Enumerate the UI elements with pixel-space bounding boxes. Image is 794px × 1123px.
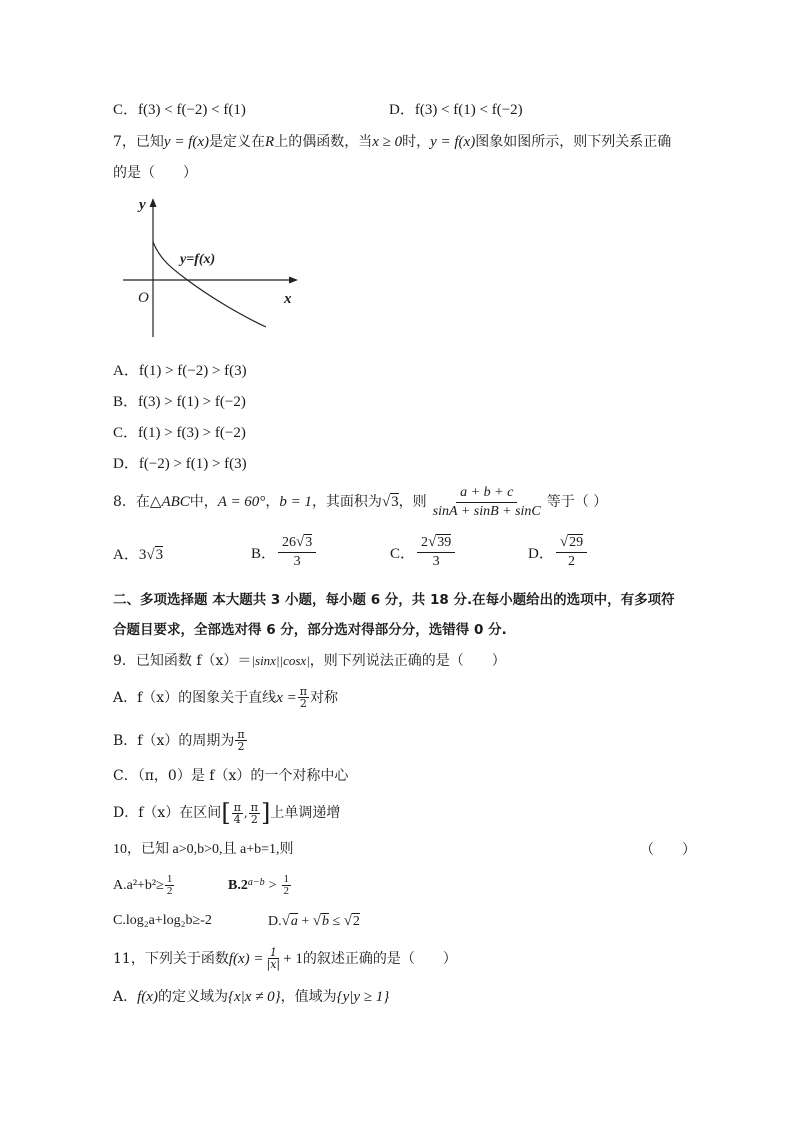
q8-den: 3 <box>293 554 301 569</box>
q9-frac <box>249 802 260 825</box>
q10-sqrt: 2 <box>352 914 360 929</box>
q6-option-d: D．f(3) < f(1) < f(−2) <box>389 102 523 118</box>
q11-math: {x|x ≠ 0} <box>227 989 281 1005</box>
comma: , <box>243 806 248 820</box>
frac-den: 2 <box>166 885 173 897</box>
q10-answer-paren: （ ） <box>640 842 696 858</box>
q9-stem <box>113 652 506 670</box>
q10-text: ≤ <box>332 914 341 929</box>
q10-text: D. <box>268 914 282 929</box>
section-2-heading-line2: 合题目要求，全部选对得 6 分，部分选对得部分分，选错得 0 分. <box>113 622 507 638</box>
q10-sqrt: a <box>290 914 298 929</box>
q9-text: 对称 <box>309 689 338 706</box>
q11-text: ，值域为 <box>280 989 337 1005</box>
q8-text: 等于（ ） <box>546 494 608 510</box>
q9-text: 9．已知函数 f（x）＝ <box>113 653 252 669</box>
q8-sqrt: 29 <box>569 535 584 550</box>
q7-option-b: B．f(3) > f(1) > f(−2) <box>113 394 246 410</box>
q10-frac <box>282 874 292 897</box>
q9-option-b <box>113 729 248 752</box>
q8-option-c <box>390 533 457 571</box>
q9-text: B．f（x）的周期为 <box>113 732 235 749</box>
bracket-close: ] <box>260 799 271 827</box>
q8-frac: $\frac{2√39}{3}$ <box>417 533 455 571</box>
q7-math: R <box>265 134 275 150</box>
q8-text: 中， <box>189 494 218 510</box>
q9-math: x = <box>276 689 297 706</box>
q8-coef: 26 <box>282 535 297 550</box>
q10-exponent: a−b <box>247 877 265 888</box>
q8-coef: 2 <box>421 535 429 550</box>
q11-frac <box>265 947 283 970</box>
q8-option-label: D． <box>528 545 554 562</box>
q7-math: y = f(x) <box>163 134 210 150</box>
q10-text: A.a²+b²≥ <box>113 877 164 893</box>
q11-text: 的定义域为 <box>157 989 228 1005</box>
q8-frac-num: a + b + c <box>456 484 517 503</box>
q8-option-b <box>251 533 318 571</box>
q7-math: x ≥ 0 <box>372 134 403 150</box>
q9-text: D．f（x）在区间 <box>113 805 222 821</box>
bracket-open: [ <box>221 799 231 827</box>
q10-text: > <box>268 877 277 893</box>
q10-option-a <box>113 874 175 897</box>
y-axis-arrow-icon <box>150 198 157 207</box>
frac-den: 4 <box>233 812 241 826</box>
q8-text: ，则 <box>398 494 427 510</box>
q9-frac <box>232 802 243 825</box>
frac-den: 2 <box>237 740 245 753</box>
q7-text: 是定义在 <box>209 134 266 150</box>
q8-option-d <box>528 533 589 571</box>
q7-stem-line1 <box>113 133 671 151</box>
q10-frac <box>165 874 175 897</box>
q7-function-graph <box>118 195 308 340</box>
q8-sqrt: 3 <box>305 535 313 550</box>
q8-text: ，其面积为 <box>311 494 382 510</box>
frac-num: 1 <box>166 873 173 885</box>
section-2-heading-line1: 二、多项选择题 本大题共 3 小题，每小题 6 分，共 18 分.在每小题给出的选项中，有多项符 <box>113 592 675 608</box>
frac-num: π <box>299 685 307 698</box>
q7-text: 时， <box>402 134 431 150</box>
frac-den: 2 <box>283 885 289 897</box>
q8-math: △ABC <box>149 494 190 510</box>
q11-text: A． <box>113 989 138 1005</box>
q11-math: f(x) = <box>228 950 264 967</box>
q8-option-label: A． <box>113 547 139 563</box>
q9-text: 上单调递增 <box>270 805 341 821</box>
q11-math: {y|y ≥ 1} <box>336 989 390 1005</box>
q11-text: 的叙述正确的是（ ） <box>302 950 457 967</box>
q9-option-c: C．（π，0）是 f（x）的一个对称中心 <box>113 768 349 784</box>
q7-option-a: A．f(1) > f(−2) > f(3) <box>113 363 247 379</box>
q11-math: + 1 <box>283 950 303 967</box>
q8-frac: $\frac{26√3}{3}$ <box>278 533 316 571</box>
q11-text: 11，下列关于函数 <box>113 950 229 967</box>
q8-sqrt: 3 <box>155 547 164 563</box>
frac-den: |x| <box>266 958 281 971</box>
q10-option-c: C.log₂a+log₂b≥-2 <box>113 913 212 928</box>
q8-frac-den: sinA + sinB + sinC <box>432 503 541 519</box>
q8-den: 3 <box>432 554 440 569</box>
q9-text: A．f（x）的图象关于直线 <box>113 689 277 706</box>
q8-coef: 3 <box>138 547 147 563</box>
q8-sqrt: 39 <box>437 535 452 550</box>
q8-frac: $\frac{√29}{2}$ <box>556 533 587 571</box>
q11-math: f(x) <box>137 989 158 1005</box>
y-axis-label: y <box>139 197 146 213</box>
frac-den: 2 <box>250 812 258 826</box>
q10-option-d: D.√a + √b ≤ √2 <box>268 913 360 929</box>
frac-num: 1 <box>283 873 289 885</box>
q11-option-a <box>113 988 389 1006</box>
q9-option-a <box>113 686 338 709</box>
q7-text: 上的偶函数，当 <box>274 134 373 150</box>
frac-num: π <box>233 800 241 814</box>
frac-num: π <box>237 728 245 741</box>
q8-math: b = 1 <box>279 494 312 510</box>
q8-text: ， <box>265 494 280 510</box>
q7-option-d: D．f(−2) > f(1) > f(3) <box>113 456 247 472</box>
q10-text: B.2 <box>228 877 248 893</box>
q7-option-c: C．f(1) > f(3) > f(−2) <box>113 425 246 441</box>
frac-num: 1 <box>269 946 277 959</box>
q9-frac <box>235 729 246 752</box>
q9-text: ，则下列说法正确的是（ ） <box>309 653 506 669</box>
frac-den: 2 <box>299 697 307 710</box>
q9-frac <box>298 686 309 709</box>
q8-option-label: C． <box>390 545 416 562</box>
q11-stem <box>113 947 457 970</box>
x-axis-label: x <box>284 291 292 307</box>
q9-option-d <box>113 801 340 825</box>
q8-fraction <box>429 484 545 521</box>
q10-stem: 10，已知 a>0,b>0,且 a+b=1,则 <box>113 842 294 857</box>
q8-text: 8．在 <box>113 494 150 510</box>
q8-option-label: B． <box>251 545 277 562</box>
frac-num: π <box>250 800 258 814</box>
q10-text: + <box>301 914 310 929</box>
q8-sqrt: 3 <box>391 494 399 510</box>
curve-label: y=f(x) <box>180 252 216 267</box>
q8-stem: 8．在 △ABC 中， A = 60° ， b = 1 ，其面积为 √3 ，则 $\frac{a + b + c}{\sin A + \sin B + \sin C}$ 等于（ ） <box>113 484 608 519</box>
q6-option-c: C．f(3) < f(−2) < f(1) <box>113 102 246 118</box>
q10-sqrt: b <box>322 914 329 929</box>
q7-text: 图象如图所示，则下列关系正确 <box>475 134 672 150</box>
q9-math: |sinx||cosx| <box>251 653 310 668</box>
q8-math: A = 60° <box>217 494 266 510</box>
q7-text: 7，已知 <box>113 134 164 150</box>
q8-option-a: A．3√3 <box>113 547 164 563</box>
q10-option-b <box>228 874 292 897</box>
origin-label: O <box>138 290 149 306</box>
q7-stem-line2: 的是（ ） <box>113 165 197 181</box>
q8-den: 2 <box>567 554 575 569</box>
q7-math: y = f(x) <box>430 134 476 150</box>
x-axis-arrow-icon <box>289 277 298 284</box>
